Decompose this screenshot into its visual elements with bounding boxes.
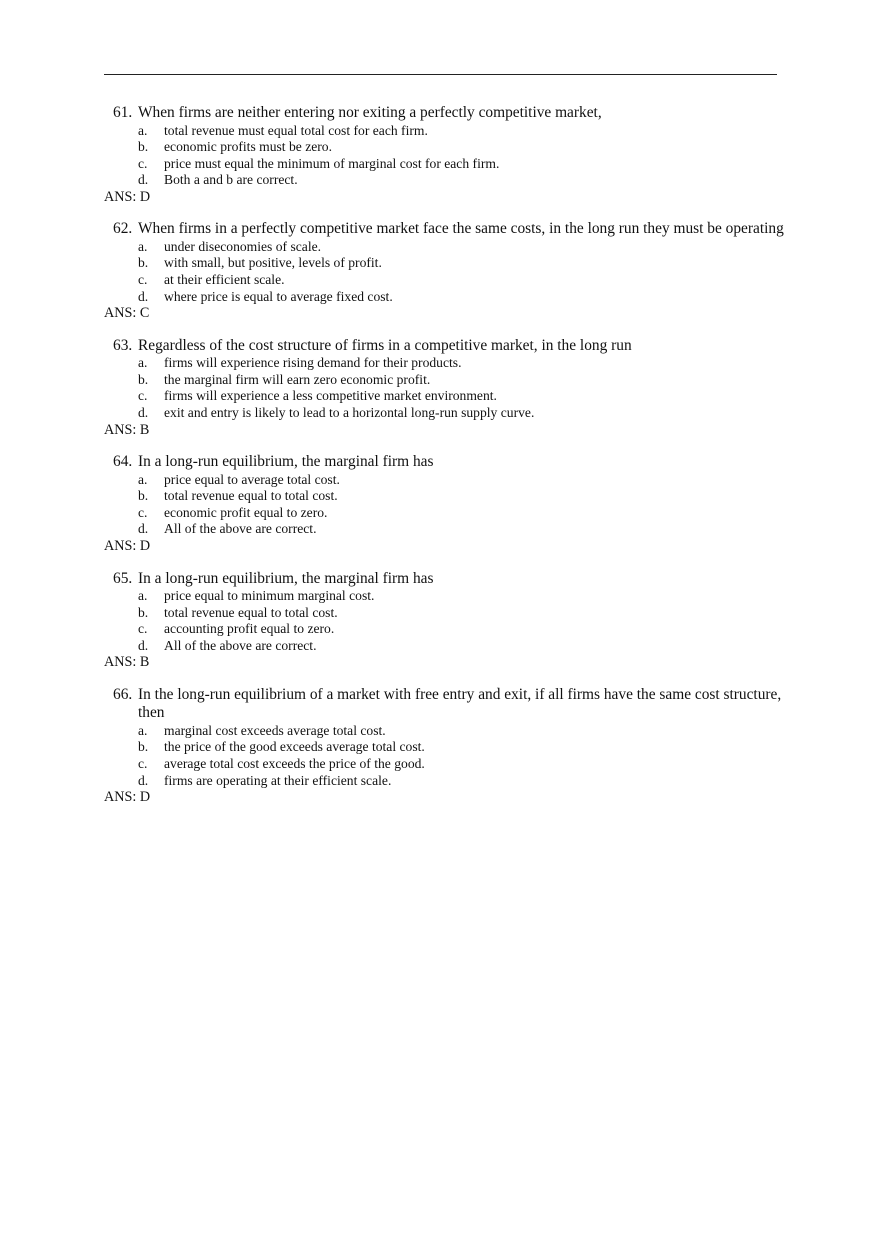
- option-text: All of the above are correct.: [164, 637, 317, 653]
- option-letter: a.: [138, 238, 148, 254]
- option-b: [104, 372, 784, 389]
- question-list: [104, 104, 784, 821]
- question-64: [104, 453, 784, 554]
- option-c: [104, 505, 784, 522]
- option-a: [104, 588, 784, 605]
- question-number: 64.: [113, 453, 133, 471]
- question-text: In a long-run equilibrium, the marginal firm has: [138, 569, 434, 587]
- question-stem: [104, 337, 784, 356]
- option-b: [104, 139, 784, 156]
- option-letter: d.: [138, 521, 149, 537]
- option-text: price equal to minimum marginal cost.: [164, 588, 375, 603]
- option-letter: a.: [138, 122, 148, 138]
- option-c: [104, 388, 784, 405]
- option-d: [104, 289, 784, 306]
- option-d: [104, 521, 784, 538]
- option-text: price must equal the minimum of marginal cost for each firm.: [164, 155, 500, 171]
- option-c: [104, 156, 784, 173]
- option-letter: a.: [138, 471, 148, 487]
- option-text: accounting profit equal to zero.: [164, 621, 335, 637]
- question-text: In a long-run equilibrium, the marginal firm has: [138, 453, 434, 471]
- option-letter: b.: [138, 139, 149, 155]
- option-d: [104, 638, 784, 655]
- option-letter: b.: [138, 488, 149, 504]
- option-a: [104, 123, 784, 140]
- option-d: [104, 405, 784, 422]
- answer-line: ANS: C: [104, 305, 150, 322]
- option-text: firms will experience rising demand for their products.: [164, 355, 462, 371]
- option-letter: c.: [138, 155, 148, 171]
- question-number: 63.: [113, 336, 133, 354]
- option-list: [104, 588, 784, 654]
- question-63: [104, 337, 784, 438]
- option-text: firms will experience a less competitive market environment.: [164, 388, 497, 404]
- option-letter: b.: [138, 739, 149, 755]
- option-list: [104, 723, 784, 789]
- option-text: exit and entry is likely to lead to a horizontal long-run supply curve.: [164, 405, 535, 421]
- option-c: [104, 621, 784, 638]
- question-text: When firms in a perfectly competitive market face the same costs, in the long run they must be operating: [138, 220, 784, 238]
- question-61: [104, 104, 784, 205]
- question-text: When firms are neither entering nor exiting a perfectly competitive market,: [138, 104, 602, 121]
- option-list: [104, 472, 784, 538]
- option-text: average total cost exceeds the price of the good.: [164, 756, 425, 772]
- option-list: [104, 123, 784, 189]
- option-text: the price of the good exceeds average total cost.: [164, 739, 425, 755]
- option-letter: a.: [138, 355, 148, 371]
- option-text: under diseconomies of scale.: [164, 238, 322, 254]
- option-list: [104, 239, 784, 305]
- option-letter: b.: [138, 604, 149, 620]
- option-a: [104, 723, 784, 740]
- option-letter: a.: [138, 722, 148, 738]
- option-letter: d.: [138, 172, 149, 188]
- answer-line: ANS: B: [104, 421, 150, 438]
- question-stem: [104, 104, 784, 123]
- option-text: where price is equal to average fixed cost.: [164, 288, 393, 304]
- option-a: [104, 355, 784, 372]
- question-number: 66.: [113, 685, 133, 703]
- option-text: with small, but positive, levels of profit.: [164, 255, 382, 271]
- option-text: Both a and b are correct.: [164, 172, 298, 188]
- question-62: [104, 220, 784, 321]
- question-65: [104, 570, 784, 671]
- option-a: [104, 239, 784, 256]
- option-letter: d.: [138, 772, 149, 788]
- option-c: [104, 272, 784, 289]
- option-b: [104, 739, 784, 756]
- option-letter: d.: [138, 405, 149, 421]
- question-text: In the long-run equilibrium of a market with free entry and exit, if all firms have the same cost structure, then: [138, 685, 782, 722]
- answer-line: ANS: D: [104, 538, 151, 554]
- question-number: 65.: [113, 569, 133, 587]
- question-stem: [104, 220, 784, 239]
- option-text: economic profit equal to zero.: [164, 504, 328, 520]
- option-letter: c.: [138, 388, 148, 404]
- option-letter: a.: [138, 588, 148, 603]
- option-text: All of the above are correct.: [164, 521, 317, 537]
- answer-line: ANS: D: [104, 789, 151, 806]
- option-b: [104, 605, 784, 622]
- option-b: [104, 488, 784, 505]
- option-text: total revenue must equal total cost for each firm.: [164, 122, 428, 138]
- option-letter: c.: [138, 621, 148, 637]
- question-stem: [104, 453, 784, 472]
- option-text: firms are operating at their efficient scale.: [164, 772, 392, 788]
- answer-line: ANS: D: [104, 188, 151, 205]
- option-b: [104, 255, 784, 272]
- option-letter: b.: [138, 371, 149, 387]
- option-d: [104, 172, 784, 189]
- option-letter: c.: [138, 504, 148, 520]
- question-number: 62.: [113, 220, 133, 238]
- option-text: marginal cost exceeds average total cost.: [164, 722, 386, 738]
- option-text: economic profits must be zero.: [164, 139, 332, 155]
- answer-line: ANS: B: [104, 654, 150, 671]
- option-letter: d.: [138, 637, 149, 653]
- question-66: [104, 686, 784, 806]
- option-text: the marginal firm will earn zero economic profit.: [164, 371, 431, 387]
- option-a: [104, 472, 784, 489]
- option-c: [104, 756, 784, 773]
- option-text: price equal to average total cost.: [164, 471, 340, 487]
- header-rule: [104, 74, 777, 75]
- option-text: at their efficient scale.: [164, 272, 285, 288]
- question-stem: [104, 686, 784, 723]
- question-stem: [104, 570, 784, 589]
- option-letter: b.: [138, 255, 149, 271]
- question-number: 61.: [113, 104, 133, 121]
- option-letter: c.: [138, 272, 148, 288]
- question-text: Regardless of the cost structure of firms in a competitive market, in the long run: [138, 336, 632, 354]
- option-letter: c.: [138, 756, 148, 772]
- option-text: total revenue equal to total cost.: [164, 488, 338, 504]
- option-letter: d.: [138, 288, 149, 304]
- option-text: total revenue equal to total cost.: [164, 604, 338, 620]
- option-list: [104, 355, 784, 421]
- option-d: [104, 773, 784, 790]
